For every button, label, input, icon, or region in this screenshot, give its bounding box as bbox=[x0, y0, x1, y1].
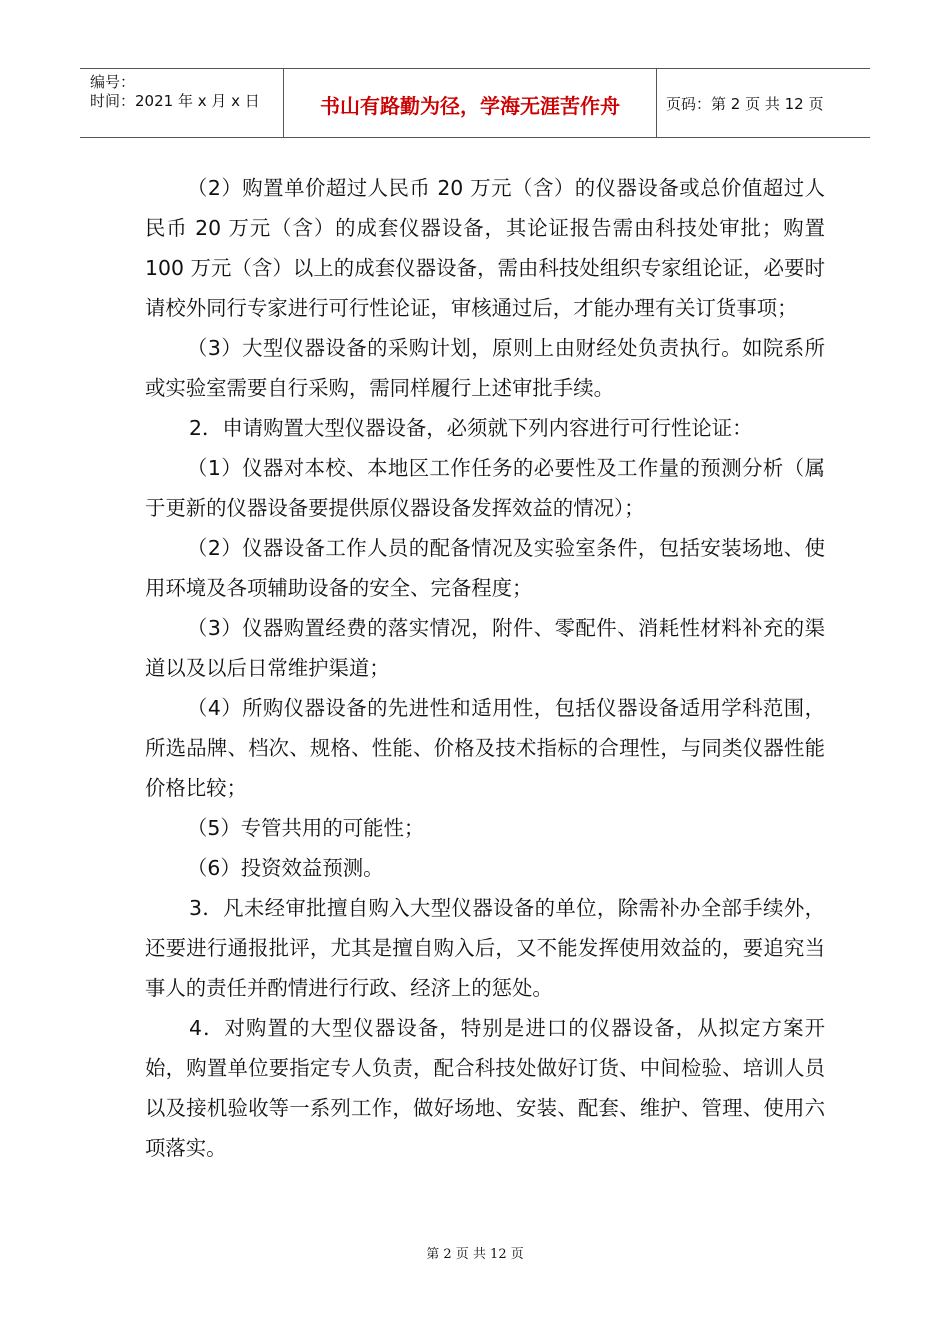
header-motto: 书山有路勤为径，学海无涯苦作舟 bbox=[320, 94, 620, 118]
paragraph-item-3-procurement: （3）大型仪器设备的采购计划，原则上由财经处负责执行。如院系所或实验室需要自行采购，需同样履行上述审批手续。 bbox=[145, 336, 825, 400]
header-middle-cell bbox=[283, 69, 657, 137]
document-number-label: 编号： bbox=[90, 73, 136, 91]
paragraph-section-2: 2．申请购置大型仪器设备，必须就下列内容进行可行性论证： bbox=[189, 416, 753, 440]
paragraph-item-2-approval: （2）购置单价超过人民币 20 万元（含）的仪器设备或总价值超过人民币 20 万元（含）的成套仪器设备，其论证报告需由科技处审批；购置 100 万元（含）以上的成套仪器设备，需由科技处组织专家组论证，必要时请校外同行专家进行可行性论证，审核通过后，才能办理有关订货事项； bbox=[145, 176, 825, 320]
header-left-cell bbox=[80, 69, 283, 137]
paragraph-feasibility-4: （4）所购仪器设备的先进性和适用性，包括仪器设备适用学科范围，所选品牌、档次、规格、性能、价格及技术指标的合理性，与同类仪器性能价格比较； bbox=[145, 696, 825, 800]
paragraph-feasibility-5: （5）专管共用的可能性； bbox=[187, 816, 425, 840]
paragraph-feasibility-6: （6）投资效益预测。 bbox=[187, 856, 384, 880]
page-header bbox=[80, 68, 870, 138]
page-footer: 第 2 页 共 12 页 bbox=[426, 1247, 524, 1262]
paragraph-feasibility-3: （3）仪器购置经费的落实情况，附件、零配件、消耗性材料补充的渠道以及以后日常维护渠道； bbox=[145, 616, 825, 680]
header-right-cell bbox=[656, 69, 870, 137]
paragraph-section-4: 4．对购置的大型仪器设备，特别是进口的仪器设备，从拟定方案开始，购置单位要指定专人负责，配合科技处做好订货、中间检验、培训人员以及接机验收等一系列工作，做好场地、安装、配套、维护、管理、使用六项落实。 bbox=[145, 1016, 825, 1160]
header-page-info: 页码：第 2 页 共 12 页 bbox=[666, 95, 824, 113]
document-date: 时间：2021 年 x 月 x 日 bbox=[90, 92, 260, 110]
paragraph-feasibility-1: （1）仪器对本校、本地区工作任务的必要性及工作量的预测分析（属于更新的仪器设备要提供原仪器设备发挥效益的情况）； bbox=[145, 456, 825, 520]
paragraph-feasibility-2: （2）仪器设备工作人员的配备情况及实验室条件，包括安装场地、使用环境及各项辅助设备的安全、完备程度； bbox=[145, 536, 825, 600]
paragraph-section-3: 3．凡未经审批擅自购入大型仪器设备的单位，除需补办全部手续外，还要进行通报批评，尤其是擅自购入后，又不能发挥使用效益的，要追究当事人的责任并酌情进行行政、经济上的惩处。 bbox=[145, 896, 825, 1000]
document-body bbox=[145, 168, 825, 1168]
